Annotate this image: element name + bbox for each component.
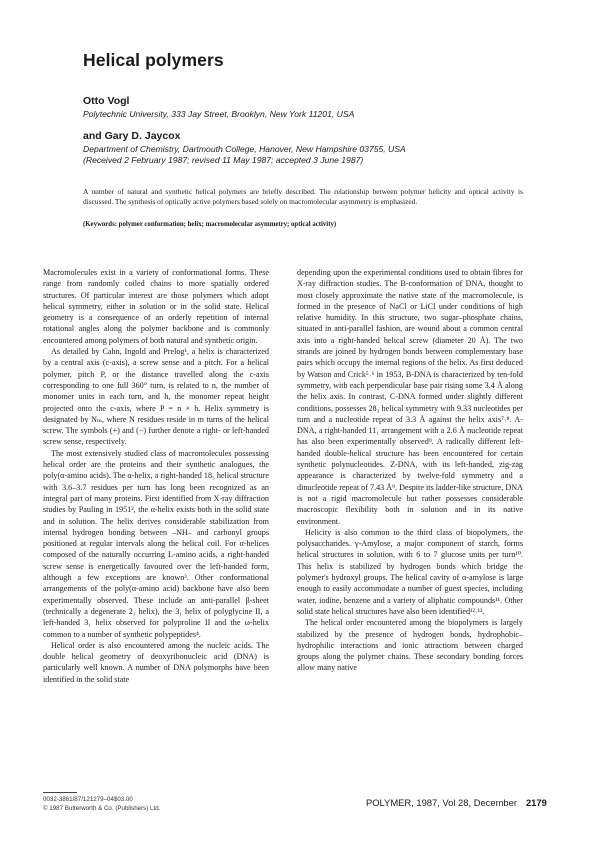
paragraph: The helical order encountered among the biopolymers is largely stabilized by the presence of hydrogen bonds, hydrophobic–hydrophilic interactions and ionic attractions between charged groups along the polymer chains. These secondary bonding forces allow many native — [297, 618, 523, 673]
page-number: 2179 — [525, 797, 547, 808]
paper-title: Helical polymers — [83, 50, 224, 70]
paragraph: Helicity is also common to the third class of biopolymers, the polysaccharides. γ-Amylose, a major component of starch, forms helical structures in solution, with 6 to 7 glucose units per turn¹⁰. This helix is stabilized by hydrogen bonds which bridge the polymer's hydroxyl groups. The helical cavity of α-amylose is large enough to easily accommodate a number of guest species, including water, iodine, benzene and a variety of aliphatic compounds¹¹. Other solid state helical structures have also been identified¹²˒¹³. — [297, 527, 523, 616]
received-dates: (Received 2 February 1987; revised 11 May 1987; accepted 3 June 1987) — [83, 155, 364, 165]
author-affiliation-1: Polytechnic University, 333 Jay Street, Brooklyn, New York 11201, USA — [83, 109, 355, 119]
footnote-issn: 0032-3861/87/121279–04$03.00 — [43, 796, 133, 803]
author-name-2: and Gary D. Jaycox — [83, 130, 181, 142]
footnote-divider — [43, 792, 77, 793]
right-column — [297, 267, 523, 674]
paragraph: The most extensively studied class of macromolecules possessing helical order are the proteins and their synthetic analogues, the poly(α-amino acids). The α-helix, a right-handed 18₅ helical structure with 3.6–3.7 residues per turn has long been recognized as an integral part of many proteins. First identified from X-ray diffraction studies by Pauling in 1951², the α-helix exists both in the solid state and in solution. The helix derives considerable stabilization from internal hydrogen bonding between –NH– and carbonyl groups positioned at regular intervals along the helical coil. For α-helices composed of the naturally occurring L-amino acids, a right-handed screw sense is energetically favoured over the left-handed form, although a few exceptions are known³. Other conformational arrangements of the poly(α-amino acid) backbone have also been experimentally observed. These include an anti-parallel β-sheet (technically a degenerate 2₁ helix), the 3₁ helix of polyglycine II, a left-handed 3₁ helix observed for polyproline II and the ω-helix common to a number of synthetic polypeptides⁴. — [43, 448, 269, 639]
journal-citation: POLYMER, 1987, Vol 28, December — [366, 797, 517, 808]
author-affiliation-2: Department of Chemistry, Dartmouth College, Hanover, New Hampshire 03755, USA — [83, 144, 406, 154]
keywords: (Keywords: polymer conformation; helix; macromolecular asymmetry; optical activity) — [83, 221, 337, 228]
journal-footer — [366, 797, 547, 808]
author-name-1: Otto Vogl — [83, 95, 130, 107]
paragraph: Macromolecules exist in a variety of conformational forms. These range from randomly coiled chains to more spatially ordered structures. Of particular interest are those polymers which adopt helical symmetry, either in solution or in the solid state. Helical geometry is a consequence of an orderly repetition of internal rotational angles along the polymer backbone and is commonly encountered among polymers of both natural and synthetic origin. — [43, 268, 269, 345]
left-column — [43, 267, 269, 685]
footnote-copyright: © 1987 Butterworth & Co. (Publishers) Ltd. — [43, 805, 161, 812]
paragraph: depending upon the experimental conditions used to obtain fibres for X-ray diffraction studies. The B-conformation of DNA, thought to most closely approximate the native state of the macromolecule, is formed in the presence of NaCl or LiCl under conditions of high relative humidity. In this structure, two sugar–phosphate chains, situated in anti-parallel fashion, are wound about a common central axis into a right-handed helical screw (diameter 20 Å). The two strands are joined by hydrogen bonds between complementary base pairs which occupy the internal regions of the helix. As first deduced by Watson and Crick⁵˒⁶ in 1953, B-DNA is characterized by ten-fold symmetry, with each perpendicular base pair rising some 3.4 Å along the helix axis. In contrast, C-DNA formed under slightly different conditions, possesses 28₃ helical symmetry with 9.33 nucleotides per turn and a nucleotide repeat of 3.3 Å against the helix axis⁷˒⁸. A-DNA, a right-handed 11₁ arrangement with a 2.6 Å nucleotide repeat has also been experimentally observed⁹. A radically different left-handed double-helical structure has been encountered for certain synthetic polynucleotides. Z-DNA, with its left-handed, zig-zag appearance is characterized by twelve-fold symmetry and a dinucleotide repeat of 7.43 Å⁹. Despite its ladder-like structure, DNA is not a rigid macromolecule but rather possesses considerable macroscopic flexibility both in solution and in its native environment. — [297, 268, 523, 526]
paragraph: Helical order is also encountered among the nucleic acids. The double helical geometry of deoxyribonucleic acid (DNA) is particularly well known. A number of DNA polymorphs have been identified in the solid state — [43, 640, 269, 684]
paragraph: As detailed by Cahn, Ingold and Prelog¹, a helix is characterized by a central axis (c-axis), a screw sense and a pitch. For a helical polymer, pitch P, or the distance travelled along the c-axis corresponding to one full 360° turn, is related to n, the number of monomer units in each turn, and h, the monomer repeat height projected onto the c-axis, where P = n × h. Helix symmetry is designated by Nₘ, where N residues reside in m turns of the helical screw. The symbols (+) and (−) further denote a right- or left-handed screw sense, respectively. — [43, 347, 269, 447]
abstract: A number of natural and synthetic helical polymers are briefly described. The relationship between polymer helicity and optical activity is discussed. The synthesis of optically active polymers based solely on macromolecular asymmetry is emphasized. — [83, 187, 523, 206]
